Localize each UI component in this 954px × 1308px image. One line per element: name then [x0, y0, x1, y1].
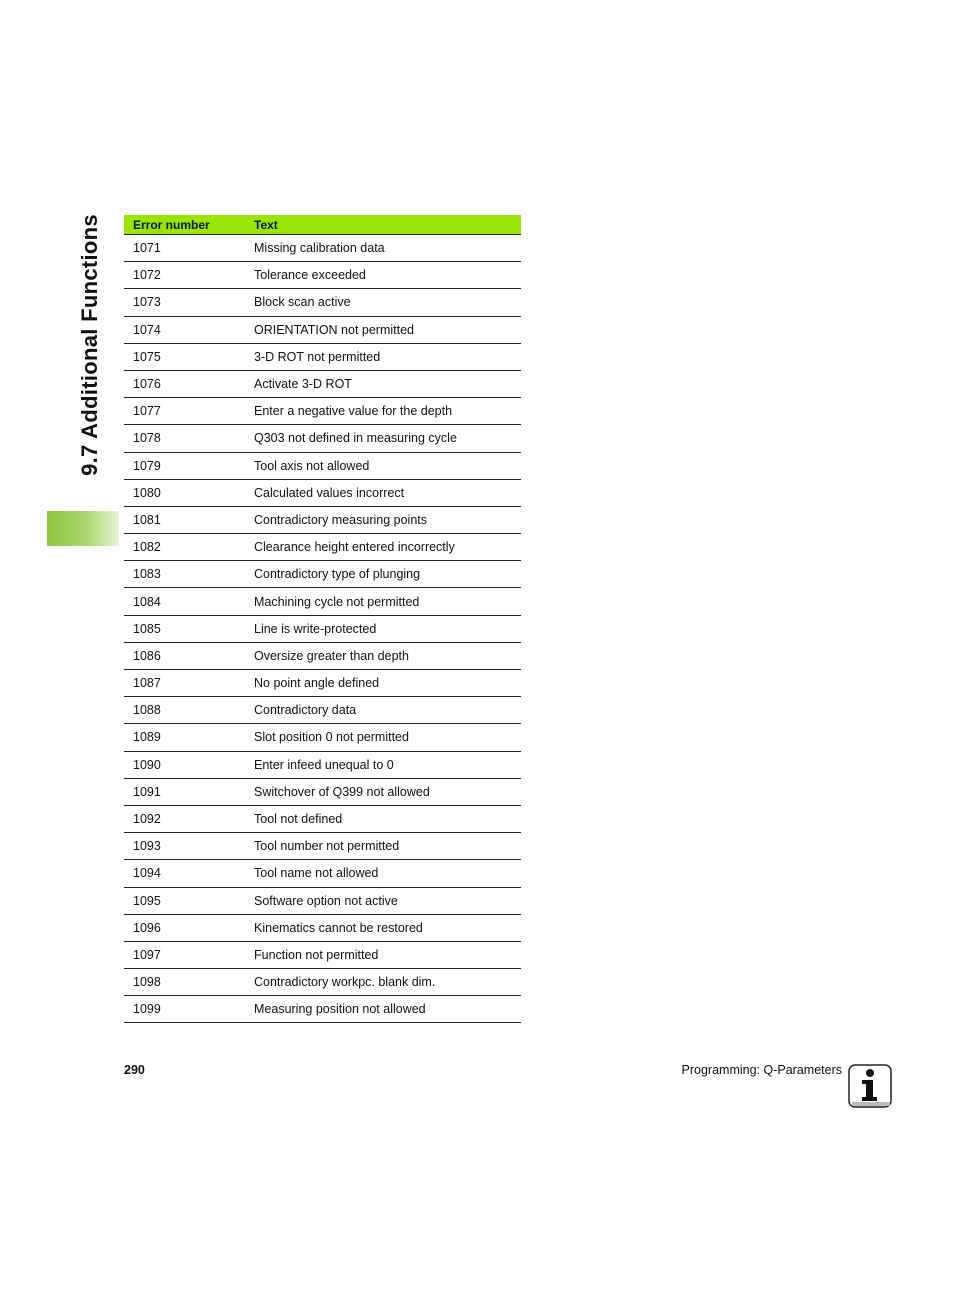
table-row	[124, 398, 521, 425]
error-number-cell: 1091	[124, 778, 254, 805]
error-text-cell: Switchover of Q399 not allowed	[254, 778, 521, 805]
error-text-cell: Block scan active	[254, 289, 521, 316]
page-number: 290	[124, 1063, 145, 1077]
error-text-cell: Tool not defined	[254, 805, 521, 832]
table-row	[124, 805, 521, 832]
error-number-cell: 1096	[124, 914, 254, 941]
error-text-cell: Contradictory workpc. blank dim.	[254, 969, 521, 996]
error-number-cell: 1099	[124, 996, 254, 1023]
table-row	[124, 833, 521, 860]
error-number-cell: 1072	[124, 262, 254, 289]
info-icon	[848, 1064, 892, 1108]
error-text-cell: Tool axis not allowed	[254, 452, 521, 479]
table-row	[124, 914, 521, 941]
error-table	[124, 215, 521, 1023]
error-number-cell: 1092	[124, 805, 254, 832]
table-row	[124, 724, 521, 751]
table-row	[124, 452, 521, 479]
header-error-number: Error number	[124, 215, 254, 235]
table-row	[124, 969, 521, 996]
table-row	[124, 996, 521, 1023]
error-number-cell: 1081	[124, 506, 254, 533]
error-text-cell: Tool name not allowed	[254, 860, 521, 887]
table-row	[124, 615, 521, 642]
table-row	[124, 506, 521, 533]
table-row	[124, 751, 521, 778]
table-row	[124, 370, 521, 397]
table-row	[124, 235, 521, 262]
error-text-cell: Activate 3-D ROT	[254, 370, 521, 397]
error-number-cell: 1071	[124, 235, 254, 262]
error-number-cell: 1098	[124, 969, 254, 996]
table-row	[124, 670, 521, 697]
error-text-cell: Kinematics cannot be restored	[254, 914, 521, 941]
error-text-cell: Measuring position not allowed	[254, 996, 521, 1023]
table-row	[124, 316, 521, 343]
error-number-cell: 1089	[124, 724, 254, 751]
header-text: Text	[254, 215, 521, 235]
error-number-cell: 1093	[124, 833, 254, 860]
table-row	[124, 289, 521, 316]
table-row	[124, 860, 521, 887]
chapter-title: Programming: Q-Parameters	[681, 1063, 842, 1077]
table-row	[124, 697, 521, 724]
error-text-cell: Q303 not defined in measuring cycle	[254, 425, 521, 452]
table-row	[124, 343, 521, 370]
error-text-cell: Oversize greater than depth	[254, 642, 521, 669]
error-text-cell: Contradictory data	[254, 697, 521, 724]
error-text-cell: Contradictory measuring points	[254, 506, 521, 533]
error-text-cell: Enter infeed unequal to 0	[254, 751, 521, 778]
error-number-cell: 1084	[124, 588, 254, 615]
error-number-cell: 1086	[124, 642, 254, 669]
error-text-cell: ORIENTATION not permitted	[254, 316, 521, 343]
error-text-cell: 3-D ROT not permitted	[254, 343, 521, 370]
error-number-cell: 1075	[124, 343, 254, 370]
error-number-cell: 1088	[124, 697, 254, 724]
error-text-cell: Missing calibration data	[254, 235, 521, 262]
table-row	[124, 262, 521, 289]
error-number-cell: 1090	[124, 751, 254, 778]
error-text-cell: Calculated values incorrect	[254, 479, 521, 506]
table-row	[124, 642, 521, 669]
error-number-cell: 1095	[124, 887, 254, 914]
error-number-cell: 1094	[124, 860, 254, 887]
error-number-cell: 1073	[124, 289, 254, 316]
table-row	[124, 561, 521, 588]
table-header-row	[124, 215, 521, 235]
error-number-cell: 1074	[124, 316, 254, 343]
error-text-cell: Software option not active	[254, 887, 521, 914]
table-row	[124, 887, 521, 914]
error-number-cell: 1080	[124, 479, 254, 506]
error-text-cell: Tolerance exceeded	[254, 262, 521, 289]
error-number-cell: 1087	[124, 670, 254, 697]
error-number-cell: 1078	[124, 425, 254, 452]
error-number-cell: 1085	[124, 615, 254, 642]
table-row	[124, 588, 521, 615]
error-text-cell: Slot position 0 not permitted	[254, 724, 521, 751]
error-text-cell: Tool number not permitted	[254, 833, 521, 860]
error-number-cell: 1082	[124, 534, 254, 561]
error-text-cell: No point angle defined	[254, 670, 521, 697]
table-row	[124, 534, 521, 561]
error-table-body	[124, 235, 521, 1023]
error-number-cell: 1077	[124, 398, 254, 425]
error-text-cell: Function not permitted	[254, 941, 521, 968]
error-number-cell: 1097	[124, 941, 254, 968]
table-row	[124, 479, 521, 506]
table-row	[124, 425, 521, 452]
error-number-cell: 1079	[124, 452, 254, 479]
error-text-cell: Machining cycle not permitted	[254, 588, 521, 615]
error-text-cell: Contradictory type of plunging	[254, 561, 521, 588]
chapter-tab-marker	[47, 511, 119, 546]
section-heading	[72, 212, 108, 478]
error-text-cell: Line is write-protected	[254, 615, 521, 642]
error-text-cell: Clearance height entered incorrectly	[254, 534, 521, 561]
error-number-cell: 1076	[124, 370, 254, 397]
error-text-cell: Enter a negative value for the depth	[254, 398, 521, 425]
error-number-cell: 1083	[124, 561, 254, 588]
table-row	[124, 778, 521, 805]
section-heading-text: 9.7 Additional Functions	[77, 214, 102, 476]
table-row	[124, 941, 521, 968]
